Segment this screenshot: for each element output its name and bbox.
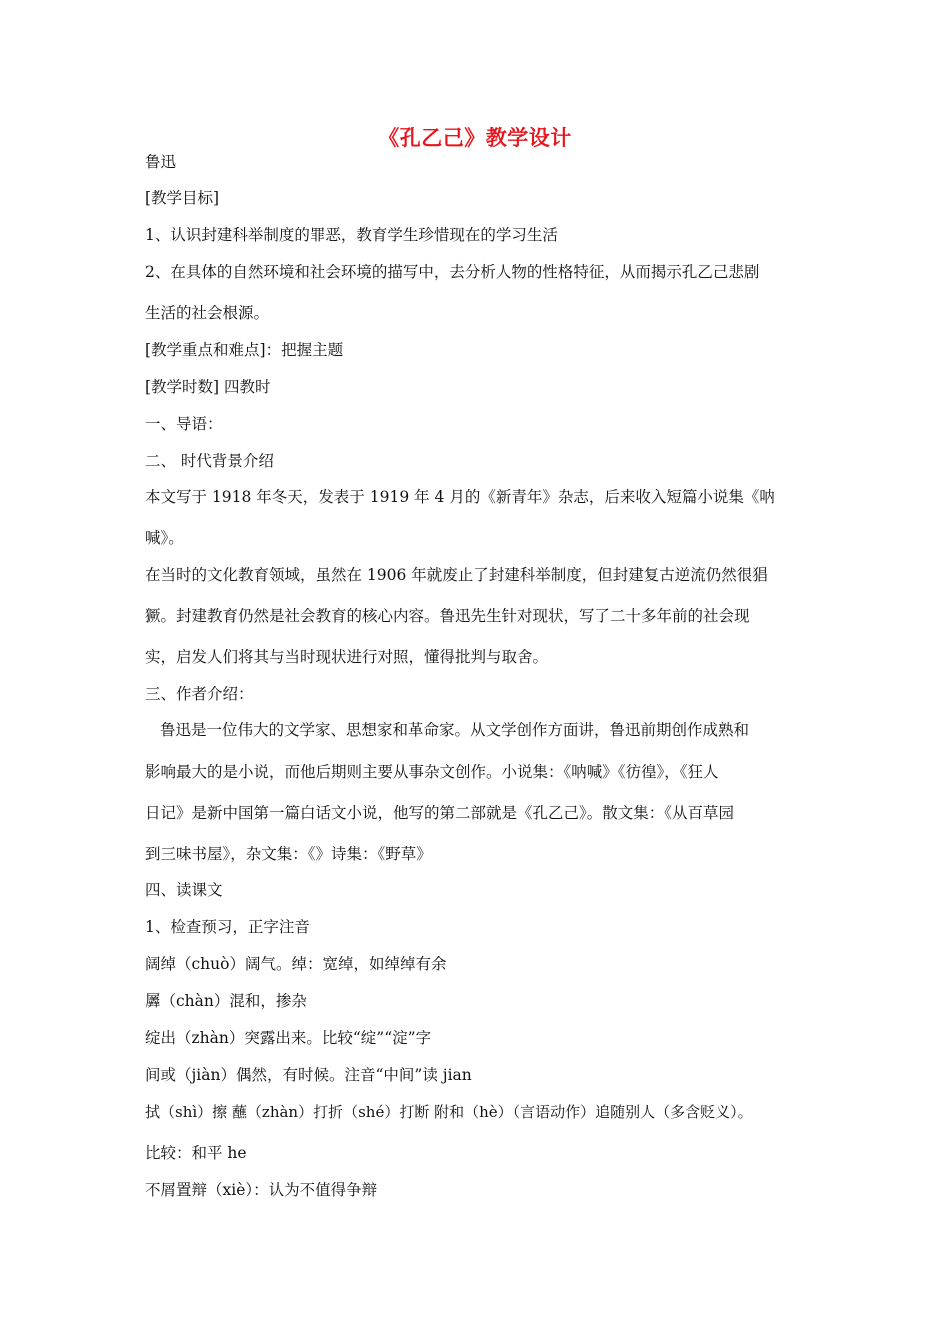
- section-heading: 三、作者介绍：: [145, 685, 254, 703]
- section-heading: 一、导语：: [145, 415, 223, 433]
- section-heading: 四、读课文: [145, 881, 223, 899]
- text-line: 在当时的文化教育领域，虽然在 1906 年就废止了封建科举制度，但封建复古逆流仍然很猖: [145, 566, 768, 584]
- text-line: 生活的社会根源。: [145, 304, 270, 322]
- text-line: 阔绰（chuò）阔气。绰：宽绰，如绰绰有余: [145, 955, 447, 973]
- text-line: 鲁迅是一位伟大的文学家、思想家和革命家。从文学创作方面讲，鲁迅前期创作成熟和: [160, 721, 750, 739]
- text-line: 2、在具体的自然环境和社会环境的描写中，去分析人物的性格特征，从而揭示孔乙己悲剧: [145, 263, 760, 281]
- text-line: 1、检查预习，正字注音: [145, 918, 310, 936]
- text-line: 1、认识封建科举制度的罪恶，教育学生珍惜现在的学习生活: [145, 226, 558, 244]
- text-line: 喊》。: [145, 529, 184, 547]
- text-line: 日记》是新中国第一篇白话文小说，他写的第二部就是《孔乙己》。散文集：《从百草园: [145, 804, 735, 822]
- text-line: 比较：和平 he: [145, 1144, 247, 1162]
- section-heading: [教学目标]: [145, 189, 220, 207]
- text-line: 本文写于 1918 年冬天，发表于 1919 年 4 月的《新青年》杂志，后来收入短篇小说集《呐: [145, 488, 775, 506]
- text-line: 到三味书屋》，杂文集：《》诗集：《野草》: [145, 845, 432, 863]
- author-line: 鲁迅: [145, 153, 177, 171]
- text-line: 不屑置辩（xiè）：认为不值得争辩: [145, 1181, 378, 1199]
- text-line: 实，启发人们将其与当时现状进行对照，懂得批判与取舍。: [145, 648, 549, 666]
- text-line: 羼（chàn）混和，掺杂: [145, 992, 307, 1010]
- text-line: 间或（jiàn）偶然，有时候。注音“中间”读 jian: [145, 1066, 472, 1084]
- section-heading: 二、 时代背景介绍: [145, 452, 274, 470]
- text-line: 拭（shì）擦 蘸（zhàn）打折（shé）打断 附和（hè）（言语动作）追随别人（多含贬义）。: [145, 1103, 753, 1121]
- section-heading: [教学时数] 四教时: [145, 378, 271, 396]
- section-heading: [教学重点和难点]：把握主题: [145, 341, 344, 359]
- text-line: 绽出（zhàn）突露出来。比较“绽”“淀”字: [145, 1029, 432, 1047]
- text-line: 獗。封建教育仍然是社会教育的核心内容。鲁迅先生针对现状，写了二十多年前的社会现: [145, 607, 750, 625]
- document-title: 《孔乙己》教学设计: [378, 126, 572, 150]
- text-line: 影响最大的是小说，而他后期则主要从事杂文创作。小说集：《呐喊》《彷徨》，《狂人: [145, 763, 719, 781]
